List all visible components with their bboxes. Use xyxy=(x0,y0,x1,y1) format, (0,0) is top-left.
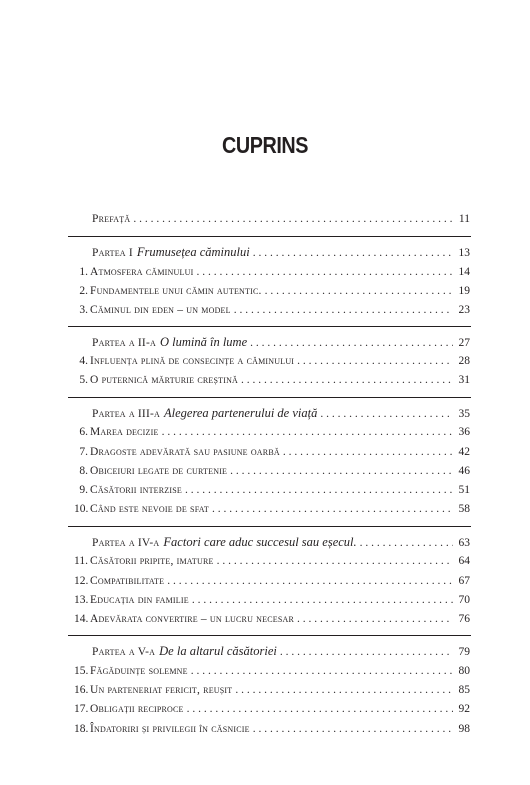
toc-entry[interactable] xyxy=(0,591,530,609)
dot-leader xyxy=(283,443,453,461)
toc-entry[interactable] xyxy=(0,462,530,480)
toc-entry[interactable] xyxy=(0,481,530,499)
dot-leader xyxy=(191,662,453,680)
dot-leader xyxy=(297,610,453,628)
toc-entry[interactable] xyxy=(0,263,530,281)
page-number: 58 xyxy=(458,503,470,515)
section-divider xyxy=(68,635,471,636)
toc-part-entry[interactable] xyxy=(0,642,530,660)
dot-leader xyxy=(265,282,453,300)
dot-leader xyxy=(162,423,453,441)
page-number: 35 xyxy=(458,408,470,420)
entry-label: Căsătorii pripite, imature xyxy=(90,555,214,567)
toc-entry[interactable] xyxy=(0,720,530,738)
page-number: 31 xyxy=(458,374,470,386)
chapter-number: 3. xyxy=(79,304,88,316)
chapter-number: 6. xyxy=(79,426,88,438)
chapter-number: 17. xyxy=(74,703,89,715)
dot-leader xyxy=(250,334,453,352)
dot-leader xyxy=(185,481,453,499)
toc-entry[interactable] xyxy=(0,371,530,389)
entry-label: O puternică mărturie creștină xyxy=(90,374,239,386)
page-number: 11 xyxy=(458,213,470,225)
toc-entry[interactable] xyxy=(0,662,530,680)
dot-leader xyxy=(133,210,453,228)
page-number: 46 xyxy=(458,465,470,477)
entry-label: Partea I xyxy=(92,247,133,259)
dot-leader xyxy=(212,500,453,518)
toc-entry[interactable] xyxy=(0,552,530,570)
page-number: 19 xyxy=(458,285,470,297)
dot-leader xyxy=(196,263,453,281)
chapter-number: 8. xyxy=(79,465,88,477)
dot-leader xyxy=(217,552,453,570)
dot-leader xyxy=(192,591,453,609)
toc-entry[interactable] xyxy=(0,500,530,518)
page-number: 51 xyxy=(458,484,470,496)
page-number: 28 xyxy=(458,355,470,367)
section-divider xyxy=(68,526,471,527)
section-divider xyxy=(68,326,471,327)
page-number: 76 xyxy=(458,613,470,625)
toc-entry[interactable] xyxy=(0,572,530,590)
dot-leader xyxy=(253,720,453,738)
page-title: CUPRINS xyxy=(221,132,308,158)
toc-entry[interactable] xyxy=(0,210,530,228)
entry-label: Un parteneriat fericit, reușit xyxy=(90,684,233,696)
page-number: 27 xyxy=(458,337,470,349)
section-divider xyxy=(68,236,471,237)
dot-leader xyxy=(320,405,453,423)
entry-label: Îndatoriri și privilegii în căsnicie xyxy=(90,723,250,735)
toc-part-entry[interactable] xyxy=(0,533,530,551)
chapter-number: 5. xyxy=(79,374,88,386)
chapter-number: 1. xyxy=(79,266,88,278)
toc-entry[interactable] xyxy=(0,282,530,300)
toc-entry[interactable] xyxy=(0,301,530,319)
dot-leader xyxy=(360,534,453,552)
entry-label: Obligații reciproce xyxy=(90,703,184,715)
chapter-number: 15. xyxy=(74,665,89,677)
entry-label: Obiceiuri legate de curtenie xyxy=(90,465,228,477)
section-divider xyxy=(68,397,471,398)
entry-label: Partea a V-a xyxy=(92,646,156,658)
entry-label: Compatibilitate xyxy=(90,575,165,587)
dot-leader xyxy=(297,352,453,370)
dot-leader xyxy=(241,371,453,389)
toc-entry[interactable] xyxy=(0,423,530,441)
entry-label: Fundamentele unui cămin autentic. xyxy=(90,285,262,297)
dot-leader xyxy=(253,244,453,262)
part-title: Alegerea partenerului de viață xyxy=(164,406,318,420)
entry-label: Prefață xyxy=(92,213,131,225)
entry-label: Adevărata convertire – un lucru necesar xyxy=(90,613,294,625)
page-number: 14 xyxy=(458,266,470,278)
dot-leader xyxy=(167,572,453,590)
dot-leader xyxy=(230,462,453,480)
part-title: O lumină în lume xyxy=(159,335,248,349)
page-number: 67 xyxy=(458,575,470,587)
entry-label: Influența plină de consecințe a căminului xyxy=(90,355,295,367)
entry-label: Căsătorii interzise xyxy=(90,484,182,496)
chapter-number: 18. xyxy=(74,723,89,735)
dot-leader xyxy=(235,681,453,699)
chapter-number: 14. xyxy=(74,613,89,625)
toc-part-entry[interactable] xyxy=(0,333,530,351)
chapter-number: 13. xyxy=(74,594,89,606)
toc-entry[interactable] xyxy=(0,610,530,628)
page-number: 98 xyxy=(458,723,470,735)
toc-part-entry[interactable] xyxy=(0,243,530,261)
page-number: 79 xyxy=(458,646,470,658)
entry-label: Atmosfera căminului xyxy=(90,266,194,278)
toc-entry[interactable] xyxy=(0,700,530,718)
toc-entry[interactable] xyxy=(0,681,530,699)
page-number: 80 xyxy=(458,665,470,677)
part-title: Factori care aduc succesul sau eșecul. xyxy=(163,535,357,549)
toc-entry[interactable] xyxy=(0,352,530,370)
entry-label: Partea a III-a xyxy=(92,408,161,420)
chapter-number: 10. xyxy=(74,503,89,515)
entry-label: Partea a II-a xyxy=(92,337,156,349)
page-number: 92 xyxy=(458,703,470,715)
chapter-number: 4. xyxy=(79,355,88,367)
part-title: Frumusețea căminului xyxy=(136,245,250,259)
page-number: 36 xyxy=(458,426,470,438)
page-number: 23 xyxy=(458,304,470,316)
page-number: 70 xyxy=(458,594,470,606)
chapter-number: 11. xyxy=(74,555,88,567)
part-title: De la altarul căsătoriei xyxy=(159,644,277,658)
entry-label: Educația din familie xyxy=(90,594,189,606)
toc-entry[interactable] xyxy=(0,443,530,461)
page-number: 85 xyxy=(458,684,470,696)
entry-label: Când este nevoie de sfat xyxy=(90,503,209,515)
page-number: 42 xyxy=(458,446,470,458)
entry-label: Marea decizie xyxy=(90,426,159,438)
chapter-number: 7. xyxy=(79,446,88,458)
chapter-number: 16. xyxy=(74,684,89,696)
entry-label: Dragoste adevărată sau pasiune oarbă xyxy=(90,446,280,458)
dot-leader xyxy=(187,700,453,718)
dot-leader xyxy=(280,643,453,661)
page-number: 63 xyxy=(458,537,470,549)
toc-part-entry[interactable] xyxy=(0,404,530,422)
chapter-number: 2. xyxy=(79,285,88,297)
entry-label: Partea a IV-a xyxy=(92,537,160,549)
chapter-number: 9. xyxy=(79,484,88,496)
entry-label: Făgăduințe solemne xyxy=(90,665,188,677)
page-number: 64 xyxy=(458,555,470,567)
dot-leader xyxy=(234,301,453,319)
entry-label: Căminul din eden – un model xyxy=(90,304,231,316)
chapter-number: 12. xyxy=(74,575,89,587)
page-number: 13 xyxy=(458,247,470,259)
